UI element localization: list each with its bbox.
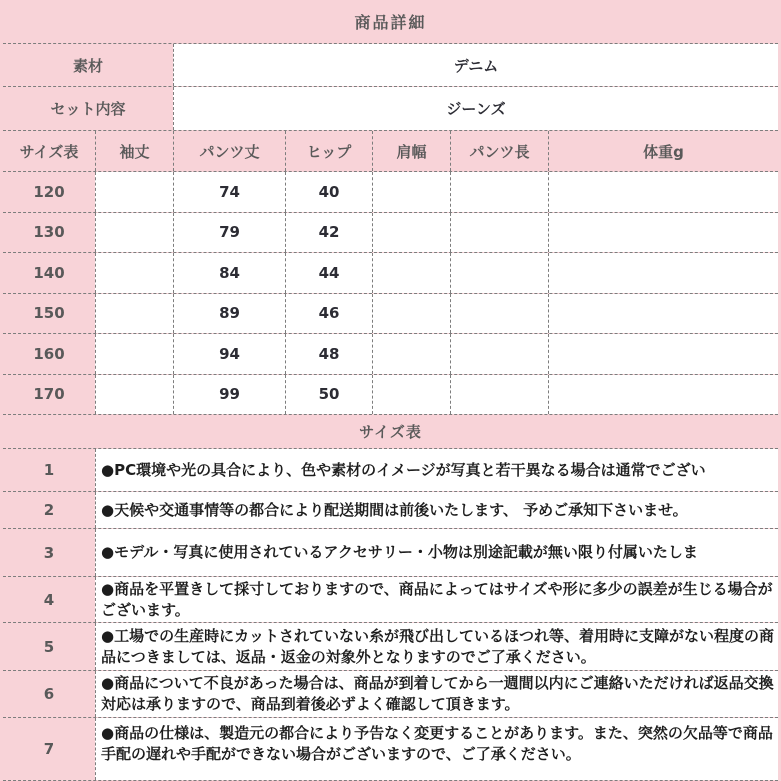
size-cell-shoulder bbox=[372, 213, 450, 253]
size-cell-pants-length: 74 bbox=[173, 172, 285, 212]
size-cell-weight bbox=[548, 334, 778, 374]
size-row-120 bbox=[3, 172, 778, 213]
size-cell-sleeve bbox=[95, 334, 173, 374]
note-number: 2 bbox=[43, 501, 55, 519]
note-number: 4 bbox=[43, 590, 55, 609]
size-cell-hip: 40 bbox=[285, 172, 372, 212]
size-cell-weight bbox=[548, 375, 778, 415]
size-table-header-sleeve: 袖丈 bbox=[95, 131, 173, 171]
size-cell-sleeve bbox=[95, 375, 173, 415]
page-title: 商品詳細 bbox=[354, 13, 427, 32]
size-cell-pants-long bbox=[450, 294, 548, 334]
note-number: 6 bbox=[43, 685, 55, 703]
size-cell-shoulder bbox=[372, 172, 450, 212]
size-table-header-size: サイズ表 bbox=[19, 142, 79, 161]
note-number: 5 bbox=[43, 637, 55, 656]
size-row-150 bbox=[3, 294, 778, 335]
set-contents-row bbox=[3, 87, 778, 131]
note-text: ●商品について不良があった場合は、商品が到着してから一週間以内にご連絡いただければ返品交換対応は承りますので、商品到着後必ずよく確認して頂きます。 bbox=[95, 671, 778, 717]
size-cell-weight bbox=[548, 172, 778, 212]
size-table-header-shoulder: 肩幅 bbox=[372, 131, 450, 171]
note-number: 3 bbox=[43, 543, 55, 562]
size-cell-pants-long bbox=[450, 213, 548, 253]
material-label: 素材 bbox=[72, 56, 103, 75]
size-cell-shoulder bbox=[372, 375, 450, 415]
note-row-7 bbox=[3, 718, 778, 781]
size-cell-size: 140 bbox=[33, 263, 65, 282]
size-row-170 bbox=[3, 375, 778, 416]
material-row bbox=[3, 44, 778, 87]
size-cell-size: 130 bbox=[33, 223, 65, 242]
note-number: 1 bbox=[43, 461, 55, 479]
size-cell-pants-length: 84 bbox=[173, 253, 285, 293]
size-cell-pants-length: 79 bbox=[173, 213, 285, 253]
size-cell-size: 150 bbox=[33, 304, 65, 323]
note-text: ●モデル・写真に使用されているアクセサリー・小物は別途記載が無い限り付属いたしま bbox=[95, 529, 778, 576]
size-cell-weight bbox=[548, 213, 778, 253]
size-cell-shoulder bbox=[372, 334, 450, 374]
note-text: ●PC環境や光の具合により、色や素材のイメージが写真と若干異なる場合は通常でござい bbox=[95, 449, 778, 491]
note-text: ●商品を平置きして採寸しておりますので、商品によってはサイズや形に多少の誤差が生じる場合がございます。 bbox=[95, 577, 778, 622]
size-cell-pants-long bbox=[450, 375, 548, 415]
material-value: デニム bbox=[173, 44, 778, 86]
size-table-header-hip: ヒップ bbox=[285, 131, 372, 171]
notes-title-row bbox=[3, 415, 778, 449]
size-cell-pants-long bbox=[450, 172, 548, 212]
note-text: ●工場での生産時にカットされていない糸が飛び出しているほつれ等、着用時に支障がない程度の商品につきましては、返品・返金の対象外となりますのでご了承ください。 bbox=[95, 623, 778, 670]
size-cell-shoulder bbox=[372, 294, 450, 334]
size-table-header-weight: 体重g bbox=[548, 131, 778, 171]
size-cell-hip: 46 bbox=[285, 294, 372, 334]
size-cell-pants-length: 94 bbox=[173, 334, 285, 374]
size-cell-size: 170 bbox=[33, 385, 65, 404]
set-contents-label: セット内容 bbox=[50, 100, 126, 118]
title-row bbox=[3, 0, 778, 44]
size-row-130 bbox=[3, 213, 778, 254]
size-cell-size: 160 bbox=[33, 344, 65, 363]
size-cell-sleeve bbox=[95, 213, 173, 253]
size-table-header-row bbox=[3, 131, 778, 172]
size-cell-pants-long bbox=[450, 334, 548, 374]
size-cell-hip: 48 bbox=[285, 334, 372, 374]
size-cell-pants-length: 89 bbox=[173, 294, 285, 334]
note-text: ●商品の仕様は、製造元の都合により予告なく変更することがあります。また、突然の欠品等で商品手配の遅れや手配ができない場合がございますので、ご了承ください。 bbox=[95, 718, 778, 780]
note-row-5 bbox=[3, 623, 778, 671]
note-row-1 bbox=[3, 449, 778, 492]
size-cell-hip: 50 bbox=[285, 375, 372, 415]
note-row-6 bbox=[3, 671, 778, 718]
size-table-header-pants-length: パンツ丈 bbox=[173, 131, 285, 171]
size-row-160 bbox=[3, 334, 778, 375]
note-number: 7 bbox=[43, 740, 55, 758]
set-contents-value: ジーンズ bbox=[173, 87, 778, 130]
size-cell-hip: 42 bbox=[285, 213, 372, 253]
size-table-header-pants-long: パンツ長 bbox=[450, 131, 548, 171]
note-text: ●天候や交通事情等の都合により配送期間は前後いたします、 予めご承知下さいませ。 bbox=[95, 492, 778, 528]
size-cell-hip: 44 bbox=[285, 253, 372, 293]
size-cell-size: 120 bbox=[33, 182, 65, 201]
note-row-4 bbox=[3, 577, 778, 623]
size-cell-weight bbox=[548, 294, 778, 334]
size-cell-sleeve bbox=[95, 294, 173, 334]
note-row-2 bbox=[3, 492, 778, 529]
notes-section-title: サイズ表 bbox=[359, 423, 422, 441]
note-row-3 bbox=[3, 529, 778, 577]
size-row-140 bbox=[3, 253, 778, 294]
size-cell-shoulder bbox=[372, 253, 450, 293]
size-cell-sleeve bbox=[95, 253, 173, 293]
size-cell-sleeve bbox=[95, 172, 173, 212]
size-cell-pants-long bbox=[450, 253, 548, 293]
size-cell-pants-length: 99 bbox=[173, 375, 285, 415]
size-cell-weight bbox=[548, 253, 778, 293]
